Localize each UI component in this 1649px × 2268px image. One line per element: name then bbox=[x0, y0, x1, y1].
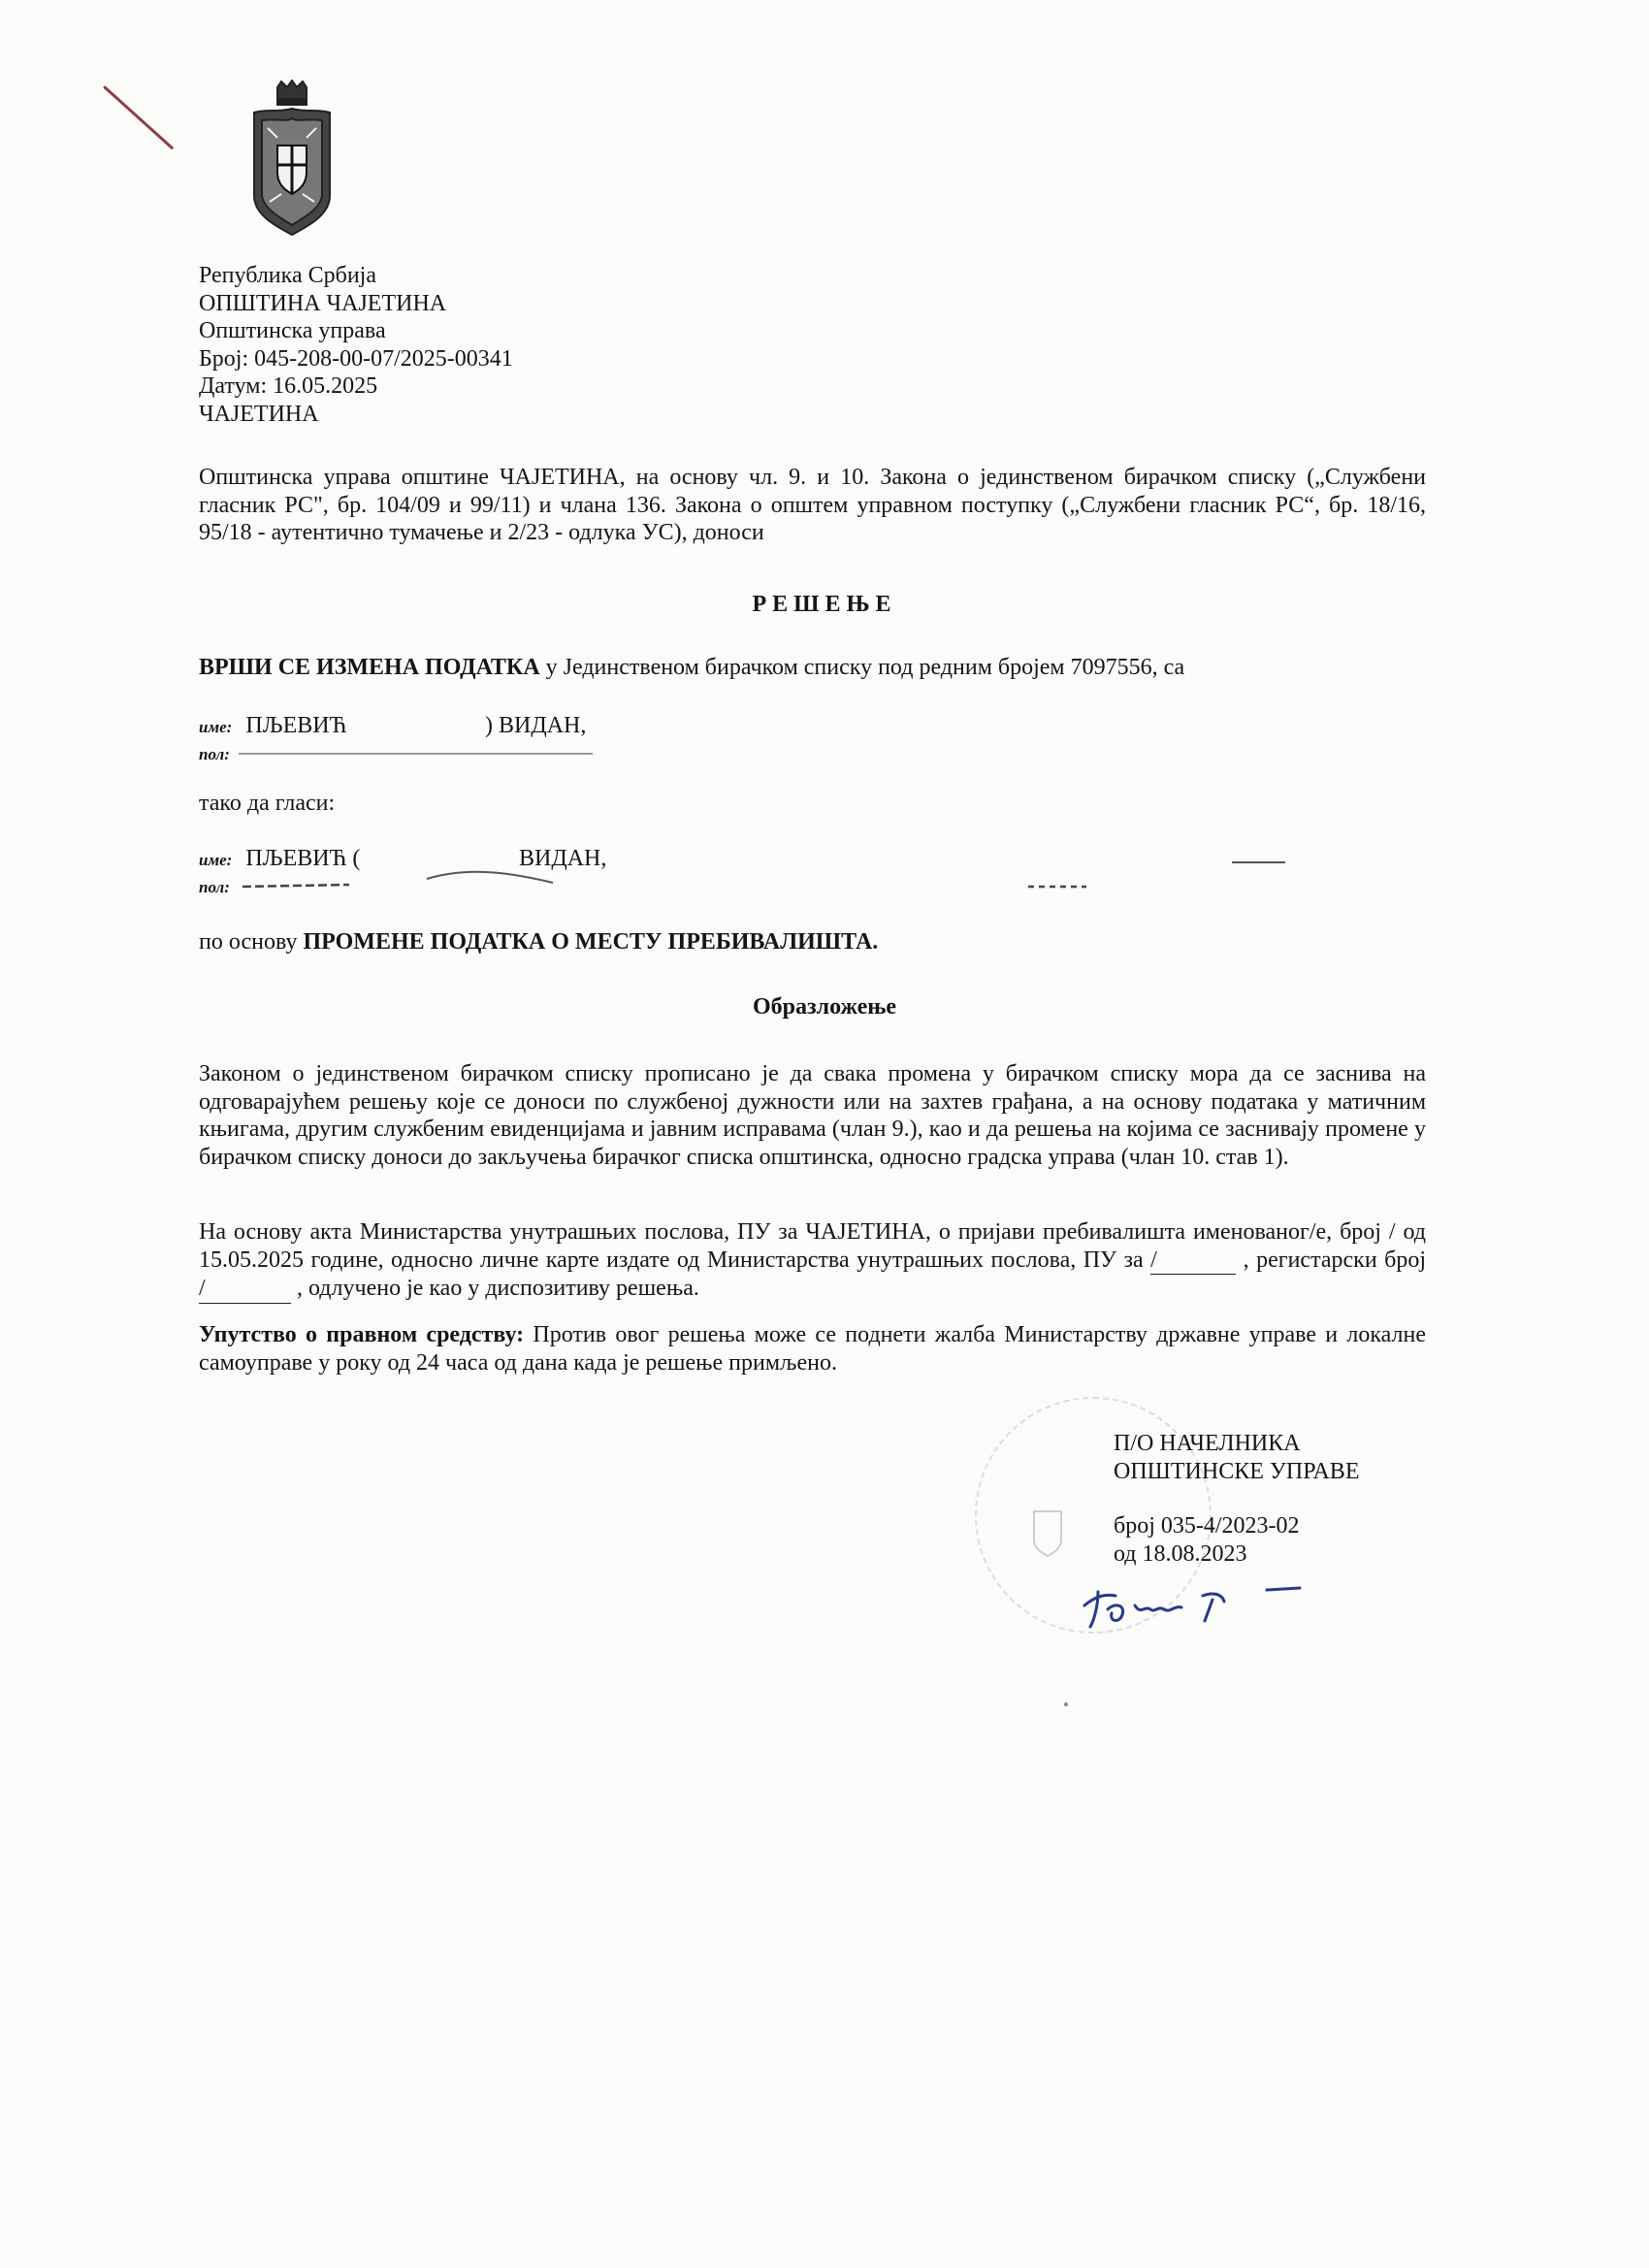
basis-lead: по основу bbox=[199, 929, 304, 955]
redacted-text-fragment bbox=[239, 753, 593, 755]
header-municipality: ОПШТИНА ЧАЈЕТИНА bbox=[199, 290, 447, 316]
legal-remedy-bold: Упутство о правном средству: bbox=[199, 1322, 525, 1347]
old-record-sex-row bbox=[199, 740, 230, 766]
blank-slash: / bbox=[1150, 1247, 1157, 1273]
change-statement-bold: ВРШИ СЕ ИЗМЕНА ПОДАТКА bbox=[199, 655, 540, 680]
reasoning-title: Образложење bbox=[752, 994, 897, 1020]
new-name-surname: ПЉЕВИЋ ( bbox=[245, 846, 361, 871]
change-statement-text: у Јединственом бирачком списку под редним бројем 7097556, са bbox=[539, 655, 1185, 680]
new-sex-label: пол: bbox=[199, 878, 230, 896]
header-date: Датум: 16.05.2025 bbox=[199, 373, 378, 399]
document-header bbox=[199, 262, 513, 428]
reasoning-paragraph-1: Законом о јединственом бирачком списку прописано је да свака промена у бирачком списку мора да се заснива на одговарајућем решењу које се доноси по службеној дужности или на захтев грађана, а на основу података у матичним књигама, другим службеним евиденцијама и јавним исправама (члан 9.), као и да решења на којима се заснивају промене у бирачком списку доноси до закључења бирачког списка општинска, односно градска управа (члан 10. став 1). bbox=[199, 1061, 1426, 1170]
basis-bold: ПРОМЕНЕ ПОДАТКА О МЕСТУ ПРЕБИВАЛИШТА. bbox=[303, 929, 879, 955]
change-statement bbox=[199, 655, 1184, 681]
signature-line-3: број 035-4/2023-02 bbox=[1114, 1513, 1300, 1539]
new-name-firstname: ВИДАН, bbox=[519, 846, 607, 871]
blank-field bbox=[199, 1275, 291, 1304]
coat-of-arms-icon bbox=[248, 80, 336, 243]
old-record-name-row bbox=[199, 713, 346, 739]
scan-scratch-mark bbox=[103, 85, 174, 149]
signature-block bbox=[1114, 1430, 1359, 1568]
so-reads-text: тако да гласи: bbox=[199, 791, 336, 816]
intro-paragraph: Општинска управа општине ЧАЈЕТИНА, на основу чл. 9. и 10. Закона о јединственом бирачком списку („Службени гласник РС", бр. 104/09 и 99/11) и члана 136. Закона о општем управном поступку („Службени гласник РС“, бр. 18/16, 95/18 - аутентично тумачење и 2/23 - одлука УС), доноси bbox=[199, 465, 1426, 545]
reasoning-paragraph-2 bbox=[199, 1218, 1426, 1304]
new-name-label: име: bbox=[199, 851, 233, 869]
legal-remedy-text: Против овог решења може се поднети жалба Министарству државне управе и локалне самоуправе у року од 24 часа од дана када је решење примљено. bbox=[199, 1322, 1426, 1376]
redacted-text-fragment bbox=[233, 865, 1106, 898]
legal-remedy-paragraph bbox=[199, 1321, 1426, 1377]
blank-slash: / bbox=[199, 1276, 206, 1301]
decision-title: РЕШЕЊЕ bbox=[752, 592, 897, 617]
old-name-firstname: ) ВИДАН, bbox=[485, 713, 587, 738]
old-sex-label: пол: bbox=[199, 745, 230, 763]
old-name-label: име: bbox=[199, 718, 233, 736]
basis-statement bbox=[199, 929, 878, 956]
handwritten-signature-icon bbox=[1077, 1567, 1339, 1635]
header-place: ЧАЈЕТИНА bbox=[199, 401, 319, 427]
old-name-surname: ПЉЕВИЋ bbox=[245, 713, 347, 738]
reasoning-p2-part3: , одлучено је као у диспозитиву решења. bbox=[297, 1276, 699, 1301]
reasoning-p2-part1: На основу акта Министарства унутрашњих послова, ПУ за ЧАЈЕТИНА, о пријави пребивалишта именованог/е, број / од 15.05.2025 године, односно личне карте издате од Министарства унутрашњих послова, ПУ за bbox=[199, 1219, 1426, 1273]
blank-field bbox=[1150, 1247, 1236, 1276]
signature-line-1: П/О НАЧЕЛНИКА bbox=[1114, 1431, 1301, 1456]
stamp-emblem-icon bbox=[1028, 1502, 1067, 1560]
new-record-sex-row bbox=[199, 873, 230, 899]
signature-line-2: ОПШТИНСКЕ УПРАВЕ bbox=[1114, 1458, 1360, 1484]
redacted-text-fragment bbox=[1232, 861, 1285, 863]
header-administration: Општинска управа bbox=[199, 318, 386, 343]
old-record-name-tail bbox=[485, 713, 586, 739]
signature-line-4: од 18.08.2023 bbox=[1114, 1540, 1247, 1567]
header-country: Република Србија bbox=[199, 263, 376, 288]
header-reference-number: Број: 045-208-00-07/2025-00341 bbox=[199, 345, 513, 372]
reasoning-p2-part2: , регистарски број bbox=[1243, 1247, 1427, 1273]
scan-speck bbox=[1064, 1702, 1068, 1706]
